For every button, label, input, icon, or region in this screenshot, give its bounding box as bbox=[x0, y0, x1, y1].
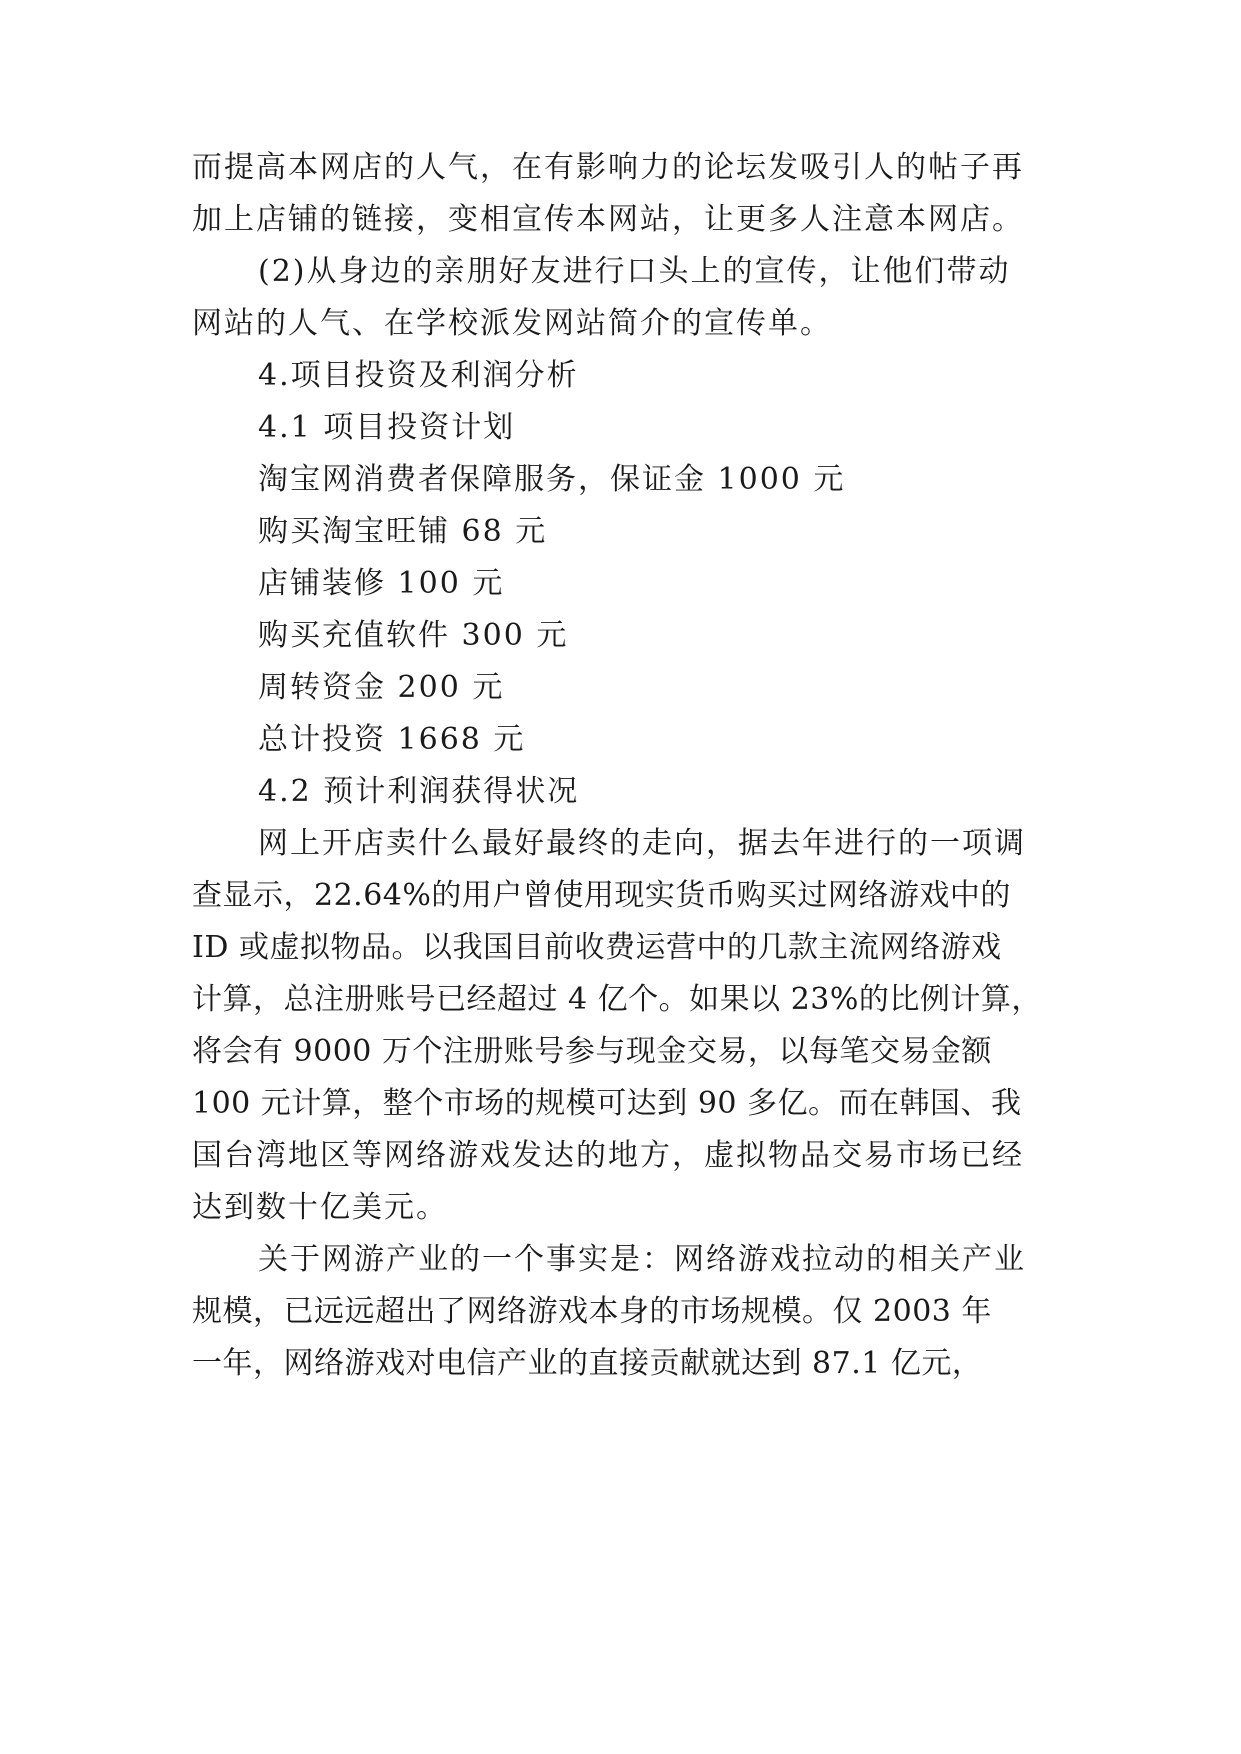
paragraph-line: 加上店铺的链接，变相宣传本网站，让更多人注意本网店。 bbox=[192, 202, 1024, 237]
paragraph-line: 而提高本网店的人气，在有影响力的论坛发吸引人的帖子再 bbox=[192, 150, 1024, 185]
subsection-heading: 4.1 项目投资计划 bbox=[258, 410, 516, 445]
investment-item: 淘宝网消费者保障服务，保证金 1000 元 bbox=[258, 462, 846, 497]
paragraph-line: 网站的人气、在学校派发网站简介的宣传单。 bbox=[192, 306, 832, 341]
paragraph-line: 关于网游产业的一个事实是：网络游戏拉动的相关产业 bbox=[258, 1242, 1026, 1277]
subsection-heading: 4.2 预计利润获得状况 bbox=[258, 774, 580, 809]
investment-item: 购买充值软件 300 元 bbox=[258, 618, 569, 653]
paragraph-line: 将会有 9000 万个注册账号参与现金交易，以每笔交易金额 bbox=[192, 1034, 992, 1069]
paragraph-line: 100 元计算，整个市场的规模可达到 90 多亿。而在韩国、我 bbox=[192, 1086, 1022, 1121]
section-heading: 4.项目投资及利润分析 bbox=[258, 358, 579, 393]
investment-item: 购买淘宝旺铺 68 元 bbox=[258, 514, 548, 549]
paragraph-line: (2)从身边的亲朋好友进行口头上的宣传，让他们带动 bbox=[258, 254, 1011, 289]
paragraph-line: 计算，总注册账号已经超过 4 亿个。如果以 23%的比例计算， bbox=[192, 982, 1042, 1017]
paragraph-line: 达到数十亿美元。 bbox=[192, 1190, 448, 1225]
paragraph-line: 国台湾地区等网络游戏发达的地方，虚拟物品交易市场已经 bbox=[192, 1138, 1024, 1173]
paragraph-line: 一年，网络游戏对电信产业的直接贡献就达到 87.1 亿元， bbox=[192, 1346, 983, 1381]
paragraph-line: 网上开店卖什么最好最终的走向，据去年进行的一项调 bbox=[258, 826, 1026, 861]
investment-item: 周转资金 200 元 bbox=[258, 670, 505, 705]
paragraph-line: 规模，已远远超出了网络游戏本身的市场规模。仅 2003 年 bbox=[192, 1294, 992, 1329]
paragraph-line: 查显示，22.64%的用户曾使用现实货币购买过网络游戏中的 bbox=[192, 878, 1011, 913]
investment-item: 店铺装修 100 元 bbox=[258, 566, 505, 601]
investment-total: 总计投资 1668 元 bbox=[258, 722, 526, 757]
paragraph-line: ID 或虚拟物品。以我国目前收费运营中的几款主流网络游戏 bbox=[192, 930, 1002, 965]
